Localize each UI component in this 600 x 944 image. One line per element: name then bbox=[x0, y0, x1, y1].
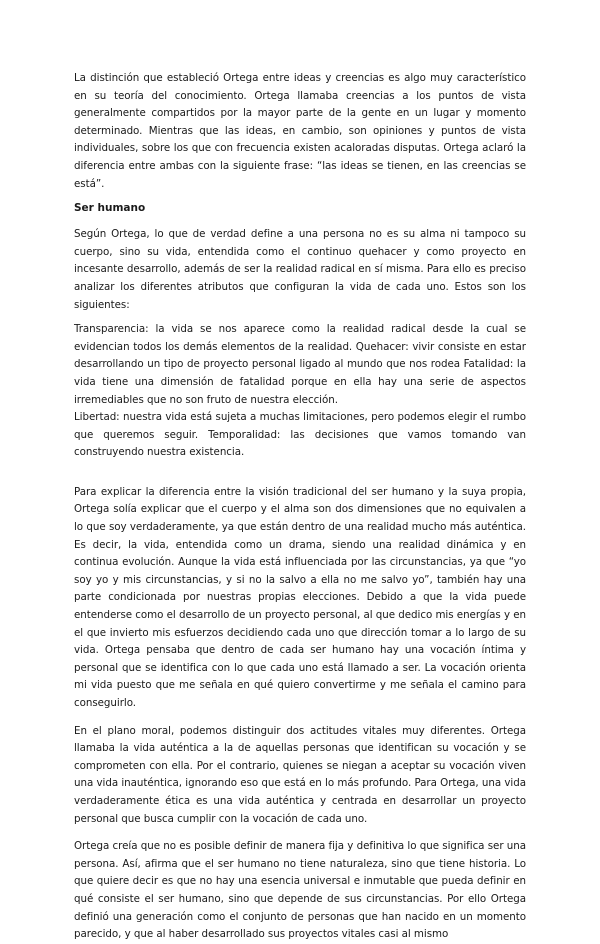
paragraph-liberty: Libertad: nuestra vida está sujeta a muchas limitaciones, pero podemos elegir el rumbo que queremos seguir. Temporalidad: las decisiones que vamos tomando van construyendo nuestra existencia. bbox=[74, 411, 526, 459]
section-heading: Ser humano bbox=[74, 202, 146, 215]
paragraph-traditional-vision: Para explicar la diferencia entre la visión tradicional del ser humano y la suya propia, Ortega solía explicar que el cuerpo y el alma son dos dimensiones que no equivalen a lo que soy verdaderamente, ya que están dentro de una realidad mucho más auténtica. Es decir, la vida, entendida como un drama, siendo una realidad dinámica y en continua evolución. Aunque la vida está influenciada por las circunstancias, ya que “yo soy yo y mis circunstancias, y si no la salvo a ella no me salvo yo”, también hay una parte condicionada por nuestras propias elecciones. Debido a que la vida puede entenderse como el desarrollo de un proyecto personal, al que dedico mis energías y en el que invierto mis esfuerzos decidiendo cada uno que dirección tomar a lo largo de su vida. Ortega pensaba que dentro de cada ser humano hay una vocación íntima y personal que se identifica con lo que cada uno está llamado a ser. La vocación orienta mi vida puesto que me señala en qué quiero convertirme y me señala el camino para conseguirlo. bbox=[74, 485, 526, 709]
paragraph-history: Ortega creía que no es posible definir de manera fija y definitiva lo que significa ser una persona. Así, afirma que el ser humano no tiene naturaleza, sino que tiene historia. Lo que quiere decir es que no hay una esencia universal e inmutable que pueda definir en qué consiste el ser humano, sino que depende de sus circunstancias. Por ello Ortega definió una generación como el conjunto de personas que han nacido en un momento parecido, y que al haber desarrollado sus proyectos vitales casi al mismo bbox=[74, 840, 526, 941]
paragraph-life-definition: Según Ortega, lo que de verdad define a una persona no es su alma ni tampoco su cuerpo, sino su vida, entendida como el continuo quehacer y como proyecto en incesante desarrollo, además de ser la realidad radical en sí misma. Para ello es preciso analizar los diferentes atributos que configuran la vida de cada uno. Estos son los siguientes: bbox=[74, 228, 526, 311]
paragraph-moral-plane: En el plano moral, podemos distinguir dos actitudes vitales muy diferentes. Ortega llamaba la vida auténtica a la de aquellas personas que identifican su vocación y se comprometen con ella. Por el contrario, quienes se niegan a aceptar su vocación viven una vida inauténtica, ignorando eso que está en lo más profundo. Para Ortega, una vida verdaderamente ética es una vida auténtica y centrada en desarrollar un proyecto personal que busca cumplir con la vocación de cada uno. bbox=[74, 724, 526, 825]
paragraph-attributes: Transparencia: la vida se nos aparece como la realidad radical desde la cual se evidencian todos los demás elementos de la realidad. Quehacer: vivir consiste en estar desarrollando un tipo de proyecto personal ligado al mundo que nos rodea Fatalidad: la vida tiene una dimensión de fatalidad porque en ella hay una serie de aspectos irremediables que no son fruto de nuestra elección. bbox=[74, 323, 526, 406]
intro-paragraph: La distinción que estableció Ortega entre ideas y creencias es algo muy característico en su teoría del conocimiento. Ortega llamaba creencias a los puntos de vista generalmente compartidos por la mayor parte de la gente en un lugar y momento determinado. Mientras que las ideas, en cambio, son opiniones y puntos de vista individuales, sobre los que con frecuencia existen acaloradas disputas. Ortega aclaró la diferencia entre ambas con la siguiente frase: “las ideas se tienen, en las creencias se está”. bbox=[74, 72, 526, 190]
